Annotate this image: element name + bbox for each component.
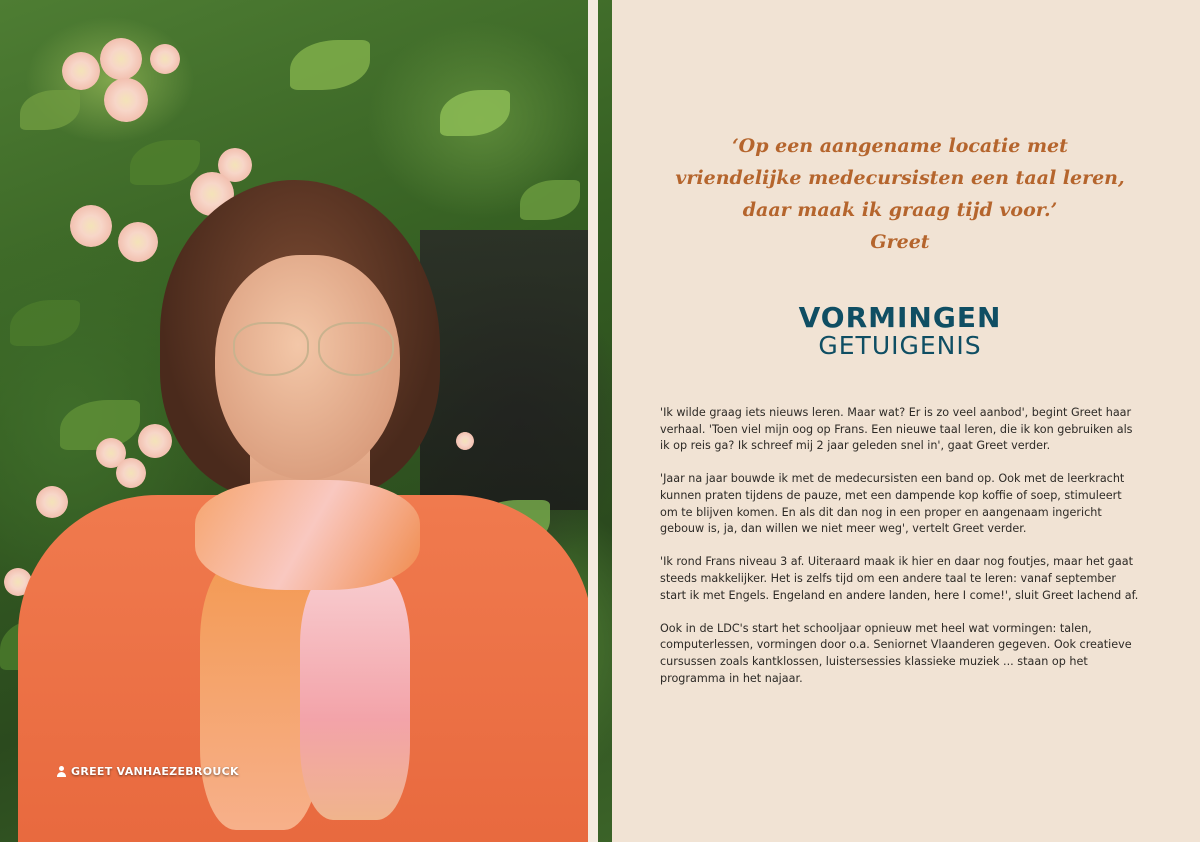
- article-paragraph: 'Ik rond Frans niveau 3 af. Uiteraard maak ik hier en daar nog foutjes, maar het gaat steeds makkelijker. Het is zelfs tijd om een andere taal te leren: vanaf september start ik met Engels. Engeland en andere landen, here I come!', sluit Greet lachend af.: [660, 555, 1139, 602]
- glasses-right-lens: [318, 322, 394, 376]
- photo-credit-name: GREET VANHAEZEBROUCK: [71, 765, 239, 778]
- article-paragraph: 'Jaar na jaar bouwde ik met de medecursisten een band op. Ook met de leerkracht kunnen praten tijdens de pauze, met een dampende kop koffie of soep, stimuleert om te blijven komen. En als dit dan nog in een proper en aangenaam ingericht gebouw is, ja, dan willen we niet meer weg', vertelt Greet verder.: [660, 472, 1125, 536]
- quote-line: ‘Op een aangename locatie met: [732, 135, 1068, 157]
- article-body: [660, 405, 1142, 704]
- photo-credit: [56, 765, 239, 778]
- article-paragraph: Ook in de LDC's start het schooljaar opnieuw met heel wat vormingen: talen, computerlessen, vormingen door o.a. Seniornet Vlaanderen gegeven. Ook creatieve cursussen zoals kantklossen, luistersessies klassieke muziek ... staan op het programma in het najaar.: [660, 621, 1132, 685]
- scarf-knot: [195, 480, 420, 590]
- page-divider: [588, 0, 598, 842]
- scarf-pink: [300, 570, 410, 820]
- article-paragraph: 'Ik wilde graag iets nieuws leren. Maar wat? Er is zo veel aanbod', begint Greet haar verhaal. 'Toen viel mijn oog op Frans. Een nieuwe taal leren, die ik kon gebruiken als ik op reis ga? Ik schreef mij 2 jaar geleden snel in', gaat Greet verder.: [660, 406, 1133, 453]
- section-title: VORMINGEN: [798, 301, 1002, 334]
- photo-background-wall: [420, 230, 595, 510]
- quote-line: vriendelijke medecursisten een taal leren,: [675, 167, 1125, 189]
- section-subtitle: GETUIGENIS: [818, 331, 982, 360]
- section-heading: [650, 303, 1150, 359]
- quote-line: daar maak ik graag tijd voor.’: [742, 199, 1058, 221]
- quote-author: Greet: [870, 231, 930, 253]
- glasses-left-lens: [233, 322, 309, 376]
- person-icon: [56, 766, 67, 777]
- pull-quote: [650, 130, 1150, 258]
